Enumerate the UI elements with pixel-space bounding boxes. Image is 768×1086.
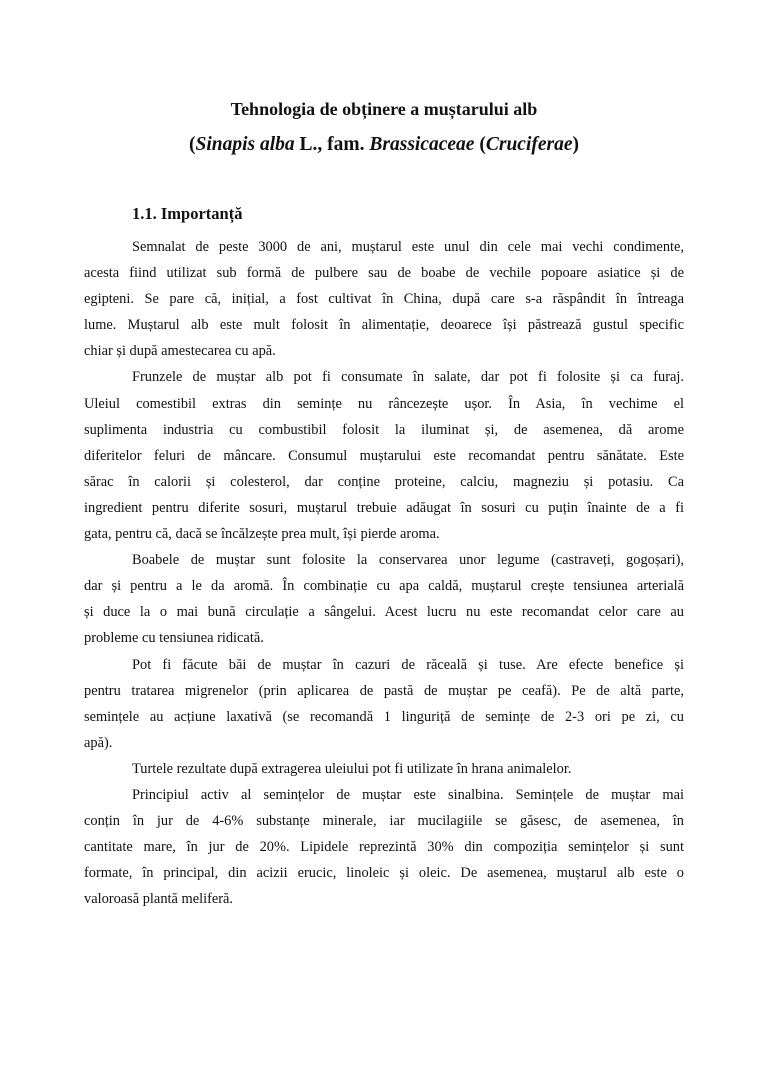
text-line: egipteni. Se pare că, inițial, a fost cultivat în China, după care s-a răspândit în întreaga bbox=[84, 291, 684, 308]
text-line: gata, pentru că, dacă se încălzește prea mult, își pierde aroma. bbox=[84, 526, 440, 543]
text-line: apă). bbox=[84, 734, 113, 751]
text-line: cantitate mare, în jur de 20%. Lipidele reprezintă 30% din compoziția semințelor și sunt bbox=[84, 839, 684, 856]
title-species bbox=[84, 127, 684, 162]
text-line: probleme cu tensiunea ridicată. bbox=[84, 630, 264, 647]
document-title bbox=[84, 92, 684, 162]
text-line: Frunzele de muștar alb pot fi consumate în salate, dar pot fi folosite și ca furaj. bbox=[132, 369, 684, 386]
title-genus: Sinapis alba bbox=[195, 134, 295, 155]
text-line: valoroasă plantă meliferă. bbox=[84, 891, 234, 908]
title-family: Brassicaceae bbox=[369, 134, 475, 155]
text-line: formate, în principal, din acizii erucic, linoleic și oleic. De asemenea, muștarul alb este o bbox=[84, 865, 684, 882]
text-line: chiar și după amestecarea cu apă. bbox=[84, 343, 276, 360]
text-line: Pot fi făcute băi de muștar în cazuri de răceală și tuse. Are efecte benefice și bbox=[132, 656, 684, 673]
text-line: suplimenta industria cu combustibil folosit la iluminat și, de asemenea, dă arome bbox=[84, 421, 684, 438]
text-line: dar și pentru a le da aromă. În combinație cu apa caldă, muștarul crește tensiunea arterială bbox=[84, 578, 684, 595]
paragraph bbox=[84, 782, 684, 912]
title-main: Tehnologia de obținere a muștarului alb bbox=[230, 99, 538, 119]
section-heading: 1.1. Importanță bbox=[132, 204, 243, 223]
text-line: pentru tratarea migrenelor (prin aplicarea de pastă de muștar pe ceafă). Pe de altă parte, bbox=[84, 682, 684, 699]
title-alt-family: Cruciferae bbox=[485, 134, 573, 155]
paragraph bbox=[84, 547, 684, 651]
text-line: Boabele de muștar sunt folosite la conservarea unor legume (castraveți, gogoșari), bbox=[132, 552, 684, 569]
text-line: lume. Muștarul alb este mult folosit în alimentație, deoarece își păstrează gustul specific bbox=[84, 317, 684, 334]
text-line: Semnalat de peste 3000 de ani, muștarul este unul din cele mai vechi condimente, bbox=[132, 239, 684, 255]
text-line: și duce la o mai bună circulație a sângelui. Acest lucru nu este recomandat celor care au bbox=[84, 604, 684, 621]
paragraph bbox=[84, 364, 684, 547]
title-close-paren: ) bbox=[572, 134, 579, 155]
paragraph bbox=[84, 652, 684, 756]
text-line: diferitelor feluri de mâncare. Consumul muștarului este recomandat pentru sănătate. Este bbox=[84, 447, 684, 464]
text-line: acesta fiind utilizat sub formă de pulbere sau de boabe de vechile popoare asiatice și de bbox=[84, 265, 684, 282]
text-line: Principiul activ al semințelor de muștar este sinalbina. Semințele de muștar mai bbox=[132, 786, 684, 803]
text-line: semințele au acțiune laxativă (se recomandă 1 linguriță de semințe de 2-3 ori pe zi, cu bbox=[84, 708, 684, 725]
title-author-family: L., fam. bbox=[294, 134, 370, 155]
title-spacer: ( bbox=[474, 134, 486, 155]
text-line: Turtele rezultate după extragerea uleiului pot fi utilizate în hrana animalelor. bbox=[132, 760, 572, 777]
title-open-paren: ( bbox=[188, 134, 196, 155]
text-line: conțin în jur de 4-6% substanțe minerale, iar mucilagiile se găsesc, de asemenea, în bbox=[84, 813, 684, 830]
text-line: ingredient pentru diferite sosuri, muștarul trebuie adăugat în sosuri cu puțin înainte de a fi bbox=[84, 499, 684, 516]
paragraph bbox=[84, 234, 684, 364]
text-line: sărac în calorii și colesterol, dar conține proteine, calciu, magneziu și potasiu. Ca bbox=[84, 473, 684, 490]
paragraph bbox=[84, 756, 684, 782]
text-line: Uleiul comestibil extras din semințe nu râncezește ușor. În Asia, în vechime el bbox=[84, 395, 684, 412]
body-text bbox=[84, 234, 684, 912]
